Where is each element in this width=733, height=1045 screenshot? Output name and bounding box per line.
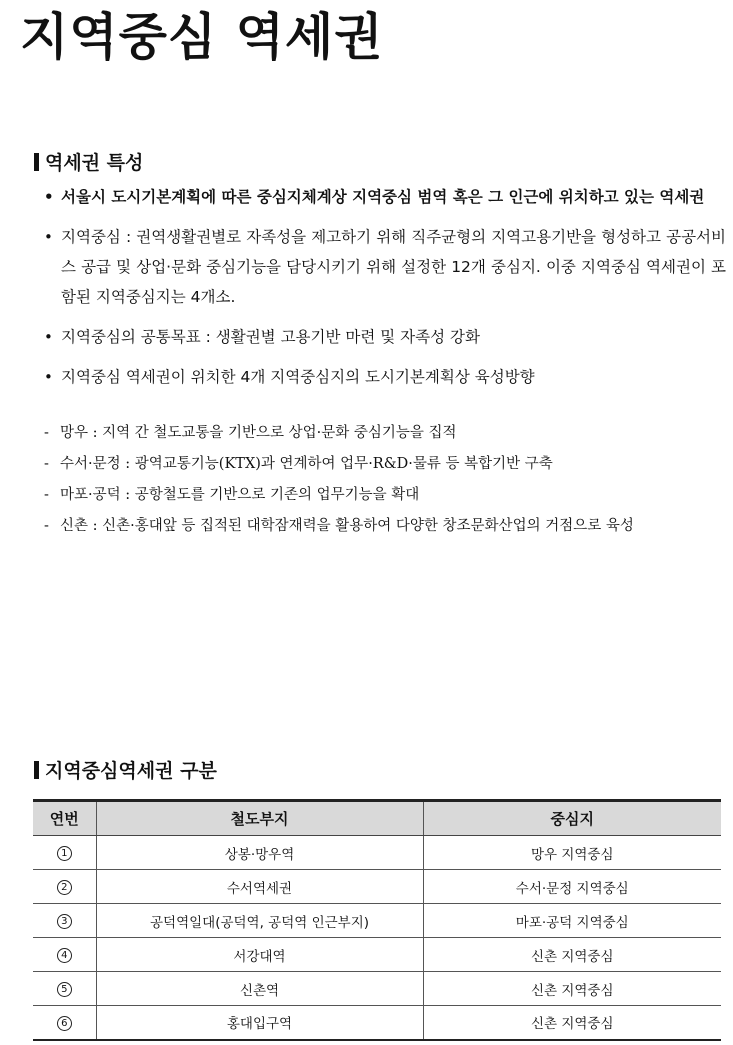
row-number: 3: [57, 914, 72, 929]
bullet-item: [44, 362, 726, 392]
page-title: 지역중심 역세권: [20, 8, 384, 66]
dash-text: 수서·문정 : 광역교통기능(KTX)과 연계하여 업무·R&D·물류 등 복합기반 구축: [60, 456, 553, 472]
dash-text: 망우 : 지역 간 철도교통을 기반으로 상업·문화 중심기능을 집적: [60, 425, 457, 441]
row-number: 5: [57, 982, 72, 997]
section-heading-label: 역세권 특성: [45, 152, 144, 174]
bullet-list: [44, 182, 726, 402]
dash-text: 마포·공덕 : 공항철도를 기반으로 기존의 업무기능을 확대: [60, 487, 420, 503]
header-number: 연번: [33, 801, 96, 836]
dash-marker: -: [44, 456, 49, 472]
rail-site-cell: 공덕역일대(공덕역, 공덕역 인근부지): [96, 904, 423, 938]
header-center: 중심지: [423, 801, 721, 836]
table-row: [33, 870, 721, 904]
dash-text: 신촌 : 신촌·홍대앞 등 집적된 대학잠재력을 활용하여 다양한 창조문화산업의 거점으로 육성: [60, 518, 634, 534]
section-heading-label: 지역중심역세권 구분: [45, 760, 217, 782]
bullet-text: 서울시 도시기본계획에 따른 중심지체계상 지역중심 범역 혹은 그 인근에 위치하고 있는 역세권: [61, 188, 705, 206]
row-number-cell: [33, 938, 96, 972]
bullet-dot: •: [44, 228, 53, 246]
table-row: [33, 938, 721, 972]
bullet-dot: •: [44, 188, 54, 206]
center-cell: 신촌 지역중심: [423, 972, 721, 1006]
dash-item: [44, 511, 724, 542]
bullet-text: 지역중심의 공통목표 : 생활권별 고용기반 마련 및 자족성 강화: [61, 328, 480, 346]
bullet-text: 지역중심 : 권역생활권별로 자족성을 제고하기 위해 직주균형의 지역고용기반을 형성하고 공공서비스 공급 및 상업·문화 중심기능을 담당시키기 위해 설정한 12개 중심지. 이중 지역중심 역세권이 포함된 지역중심지는 4개소.: [61, 228, 726, 306]
table-row: [33, 1006, 721, 1040]
row-number: 6: [57, 1016, 72, 1031]
development-direction-list: [44, 418, 724, 542]
row-number-cell: [33, 836, 96, 870]
table-row: [33, 904, 721, 938]
dash-marker: -: [44, 425, 49, 441]
row-number-cell: [33, 1006, 96, 1040]
dash-item: [44, 418, 724, 449]
bullet-item: [44, 222, 726, 312]
table-row: [33, 972, 721, 1006]
rail-site-cell: 수서역세권: [96, 870, 423, 904]
station-area-table: [33, 799, 721, 1041]
row-number: 2: [57, 880, 72, 895]
bullet-dot: •: [44, 328, 53, 346]
center-cell: 마포·공덕 지역중심: [423, 904, 721, 938]
section-heading-characteristics: [34, 148, 143, 175]
rail-site-cell: 홍대입구역: [96, 1006, 423, 1040]
center-cell: 신촌 지역중심: [423, 1006, 721, 1040]
bullet-item: [44, 182, 726, 212]
table-row: [33, 836, 721, 870]
header-rail-site: 철도부지: [96, 801, 423, 836]
center-cell: 수서·문정 지역중심: [423, 870, 721, 904]
row-number: 1: [57, 846, 72, 861]
heading-marker: [34, 153, 39, 171]
dash-item: [44, 480, 724, 511]
dash-marker: -: [44, 518, 49, 534]
section-heading-classification: [34, 756, 217, 783]
rail-site-cell: 서강대역: [96, 938, 423, 972]
bullet-text: 지역중심 역세권이 위치한 4개 지역중심지의 도시기본계획상 육성방향: [61, 368, 535, 386]
row-number-cell: [33, 972, 96, 1006]
table-header-row: [33, 801, 721, 836]
rail-site-cell: 상봉·망우역: [96, 836, 423, 870]
center-cell: 망우 지역중심: [423, 836, 721, 870]
dash-marker: -: [44, 487, 49, 503]
center-cell: 신촌 지역중심: [423, 938, 721, 972]
heading-marker: [34, 761, 39, 779]
bullet-item: [44, 322, 726, 352]
bullet-dot: •: [44, 368, 53, 386]
dash-item: [44, 449, 724, 480]
rail-site-cell: 신촌역: [96, 972, 423, 1006]
row-number-cell: [33, 870, 96, 904]
row-number: 4: [57, 948, 72, 963]
row-number-cell: [33, 904, 96, 938]
